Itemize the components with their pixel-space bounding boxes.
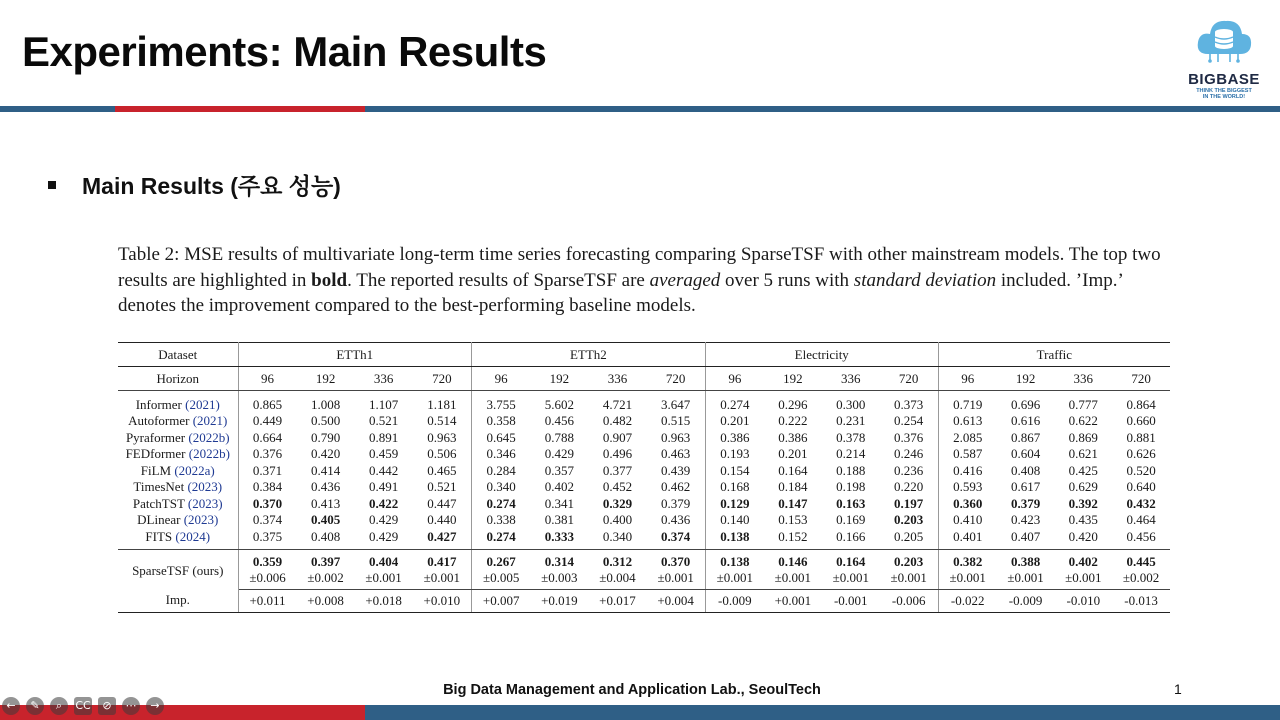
mse-value-cell: 5.602: [544, 397, 574, 412]
horizon-header-cell: 336: [1054, 367, 1112, 391]
ours-mean-cell: 0.314: [544, 553, 574, 569]
improvement-cell: -0.009: [705, 589, 764, 612]
improvement-cell: -0.013: [1112, 589, 1170, 612]
mse-value-cell: 0.465: [413, 463, 472, 480]
ours-std-cell: ±0.002: [1112, 570, 1170, 590]
ours-std-cell: ±0.001: [938, 570, 997, 590]
mse-value-cell: 0.198: [836, 479, 866, 495]
mse-value-cell: 0.274: [486, 495, 516, 511]
mse-value-cell: 0.408: [297, 529, 355, 550]
mse-value-cell: 0.587: [953, 446, 983, 462]
horizon-header-cell: 192: [297, 367, 355, 391]
ours-std-cell: ±0.003: [530, 570, 588, 590]
mse-value-cell: 0.214: [836, 446, 866, 462]
horizon-header-cell: 96: [472, 367, 531, 391]
ours-std-cell: ±0.005: [472, 570, 531, 590]
mse-value-cell: 0.442: [369, 462, 399, 478]
mse-value-cell: 0.881: [1126, 429, 1156, 445]
mse-value-cell: 0.867: [1010, 429, 1041, 445]
improvement-cell: +0.017: [588, 589, 646, 612]
mse-value-cell: 0.402: [544, 479, 574, 495]
mse-value-cell: 0.440: [413, 512, 472, 529]
mse-value-cell: 0.360: [953, 495, 983, 511]
mse-value-cell: 0.184: [778, 479, 808, 495]
mse-value-cell: 2.085: [953, 429, 983, 445]
ours-mean-cell: 0.146: [778, 553, 808, 569]
table-row: [118, 463, 1170, 480]
mse-value-cell: 0.358: [486, 413, 516, 429]
mse-value-cell: 0.274: [720, 397, 750, 412]
horizon-header-cell: 96: [238, 367, 297, 391]
mse-value-cell: 0.374: [252, 512, 283, 528]
improvement-cell: -0.010: [1054, 589, 1112, 612]
mse-value-cell: 0.413: [310, 495, 341, 511]
mse-value-cell: 0.514: [413, 413, 472, 430]
mse-value-cell: 0.370: [252, 495, 283, 511]
mse-value-cell: 0.222: [778, 413, 808, 429]
mse-value-cell: 0.220: [880, 479, 939, 496]
horizon-header-cell: 192: [997, 367, 1055, 391]
ours-mean-cell: 0.164: [836, 553, 866, 569]
mse-value-cell: 0.420: [1054, 529, 1112, 550]
mse-value-cell: 0.660: [1126, 413, 1156, 429]
table-row: [118, 391, 1170, 414]
presentation-toolbar: [2, 697, 164, 715]
model-name: Autoformer: [128, 413, 190, 429]
mse-value-cell: 0.166: [822, 529, 880, 550]
model-name: Pyraformer: [125, 429, 186, 445]
ours-mean-cell: 0.382: [953, 553, 983, 569]
more-icon[interactable]: ⋯: [122, 697, 140, 715]
horizon-header-cell: 96: [938, 367, 997, 391]
video-off-icon[interactable]: ⊘: [98, 697, 116, 715]
model-name-cell: [118, 463, 238, 480]
ours-mean-cell: 0.267: [486, 553, 516, 569]
mse-value-cell: 0.640: [1126, 479, 1156, 495]
mse-value-cell: 0.963: [646, 430, 705, 447]
ours-std-cell: ±0.001: [822, 570, 880, 590]
horizon-header-cell: 720: [413, 367, 472, 391]
model-citation: (2022b): [188, 446, 230, 462]
ours-std-cell: ±0.006: [238, 570, 297, 590]
ours-std-cell: ±0.001: [997, 570, 1055, 590]
ours-std-cell: ±0.001: [355, 570, 413, 590]
mse-value-cell: 0.429: [369, 512, 399, 528]
mse-value-cell: 4.721: [602, 397, 633, 412]
mse-value-cell: 0.616: [1010, 413, 1041, 429]
caption-part-3: over 5 runs with: [720, 269, 854, 291]
mse-value-cell: 0.436: [310, 479, 341, 495]
model-name: TimesNet: [133, 479, 185, 495]
ours-std-cell: ±0.001: [880, 570, 939, 590]
mse-value-cell: 0.236: [880, 463, 939, 480]
mse-value-cell: 0.346: [486, 446, 516, 462]
improvement-cell: +0.018: [355, 589, 413, 612]
model-citation: (2023): [187, 479, 223, 495]
model-name-cell: [118, 413, 238, 430]
horizon-header-cell: 336: [355, 367, 413, 391]
ours-mean-cell: 0.445: [1126, 553, 1156, 569]
table-row: [118, 446, 1170, 463]
improvement-cell: +0.019: [530, 589, 588, 612]
model-name-cell: [118, 529, 238, 550]
improvement-cell: -0.009: [997, 589, 1055, 612]
mse-value-cell: 0.376: [880, 430, 939, 447]
mse-value-cell: 0.401: [938, 529, 997, 550]
mse-value-cell: 0.284: [486, 462, 516, 478]
mse-value-cell: 0.329: [602, 495, 633, 511]
caption-part-1: Table 2: MSE results of multivariate long-term time series forecasting comparing SparseTSF with other mainstream models. The top two results are highlighted in: [118, 244, 1161, 291]
mse-value-cell: 0.459: [369, 446, 399, 462]
ours-std-cell: ±0.001: [705, 570, 764, 590]
mse-value-cell: 0.869: [1068, 429, 1098, 445]
table-row: [118, 529, 1170, 550]
mse-value-cell: 0.152: [764, 529, 822, 550]
mse-value-cell: 0.197: [880, 496, 939, 513]
ours-mean-cell: 0.397: [310, 553, 341, 569]
mse-value-cell: 0.377: [602, 462, 633, 478]
mse-value-cell: 0.405: [310, 512, 341, 528]
mse-value-cell: 0.381: [544, 512, 574, 528]
mse-value-cell: 0.274: [472, 529, 531, 550]
mse-value-cell: 0.463: [646, 446, 705, 463]
ours-mean-cell: 0.203: [880, 549, 939, 570]
model-name: DLinear: [137, 512, 181, 528]
title-divider-accent: [115, 106, 365, 112]
mse-value-cell: 0.617: [1010, 479, 1041, 495]
page-number: 1: [1174, 681, 1182, 697]
mse-value-cell: 0.521: [413, 479, 472, 496]
mse-value-cell: 0.604: [1010, 446, 1041, 462]
mse-value-cell: 0.462: [646, 479, 705, 496]
mse-value-cell: 0.410: [953, 512, 983, 528]
mse-value-cell: 0.379: [1010, 495, 1041, 511]
horizon-header-cell: 192: [530, 367, 588, 391]
table-row: [118, 496, 1170, 513]
mse-value-cell: 0.246: [880, 446, 939, 463]
mse-value-cell: 0.491: [369, 479, 399, 495]
bullet-square-icon: [48, 181, 56, 189]
mse-value-cell: 0.164: [778, 462, 808, 478]
ours-mean-cell: 0.404: [369, 553, 399, 569]
improvement-row: [118, 589, 1170, 612]
table-row: [118, 479, 1170, 496]
ours-std-cell: ±0.004: [588, 570, 646, 590]
footer-lab-name: Big Data Management and Application Lab., SeoulTech: [443, 682, 821, 698]
model-citation: (2022b): [188, 429, 230, 445]
mse-value-cell: 0.169: [836, 512, 866, 528]
mse-value-cell: 0.392: [1068, 495, 1098, 511]
slide-title: Experiments: Main Results: [22, 28, 547, 75]
mse-value-cell: 0.515: [646, 413, 705, 430]
dataset-header-1: ETTh2: [472, 343, 706, 367]
mse-value-cell: 0.432: [1126, 495, 1156, 511]
mse-value-cell: 0.201: [720, 413, 750, 429]
pen-icon[interactable]: ✎: [26, 697, 44, 715]
model-citation: (2021): [185, 397, 220, 412]
model-name-cell: [118, 496, 238, 513]
dataset-header-label: Dataset: [118, 343, 238, 367]
mse-value-cell: 0.333: [530, 529, 588, 550]
ours-mean-cell: 0.370: [646, 549, 705, 570]
logo-tagline-1: THINK THE BIGGEST: [1196, 88, 1252, 94]
mse-value-cell: 0.719: [953, 397, 983, 412]
table-row: [118, 512, 1170, 529]
mse-value-cell: 0.129: [720, 495, 750, 511]
mse-value-cell: 0.154: [720, 462, 750, 478]
mse-value-cell: 0.408: [1010, 462, 1041, 478]
mse-value-cell: 0.193: [720, 446, 750, 462]
mse-value-cell: 0.500: [310, 413, 341, 429]
caption-italic-2: standard deviation: [853, 269, 997, 291]
mse-value-cell: 3.755: [486, 397, 516, 412]
mse-value-cell: 0.205: [880, 529, 939, 550]
forward-icon[interactable]: →: [146, 697, 164, 715]
mse-value-cell: 0.626: [1126, 446, 1156, 462]
mse-value-cell: 0.696: [1010, 397, 1041, 412]
mse-value-cell: 0.374: [646, 529, 705, 550]
table-body: [118, 391, 1170, 613]
mse-value-cell: 0.420: [310, 446, 341, 462]
improvement-cell: +0.007: [472, 589, 531, 612]
mse-value-cell: 0.435: [1068, 512, 1098, 528]
mse-value-cell: 0.375: [238, 529, 297, 550]
bullet-item: [48, 168, 341, 201]
logo-brand: BIGBASE: [1188, 71, 1260, 88]
model-citation: (2022a): [174, 462, 215, 478]
improvement-cell: +0.010: [413, 589, 472, 612]
model-name-cell: [118, 430, 238, 447]
mse-value-cell: 0.400: [602, 512, 633, 528]
mse-value-cell: 0.429: [544, 446, 574, 462]
mse-value-cell: 0.506: [413, 446, 472, 463]
mse-value-cell: 0.777: [1068, 397, 1098, 412]
mse-value-cell: 0.452: [602, 479, 633, 495]
mse-value-cell: 0.203: [880, 512, 939, 529]
caption-part-2: . The reported results of SparseTSF are: [347, 269, 650, 291]
mse-value-cell: 0.341: [544, 495, 574, 511]
dataset-header-3: Traffic: [938, 343, 1170, 367]
improvement-cell: -0.006: [880, 589, 939, 612]
horizon-header-cell: 192: [764, 367, 822, 391]
caption-part-4: included. ’Imp.’ denotes the improvement compared to the best-performing baseline models.: [118, 269, 1123, 316]
dataset-header-2: Electricity: [705, 343, 938, 367]
improvement-cell: -0.022: [938, 589, 997, 612]
dataset-header-0: ETTh1: [238, 343, 472, 367]
mse-value-cell: 0.379: [646, 496, 705, 513]
mse-value-cell: 0.482: [602, 413, 633, 429]
model-name: Informer: [135, 397, 182, 412]
model-citation: (2023): [183, 512, 219, 528]
mse-value-cell: 0.429: [355, 529, 413, 550]
mse-value-cell: 0.138: [705, 529, 764, 550]
mse-value-cell: 0.788: [544, 429, 574, 445]
horizon-header-cell: 720: [880, 367, 939, 391]
horizon-header-row: [118, 367, 1170, 391]
ours-std-cell: ±0.001: [413, 570, 472, 590]
mse-value-cell: 0.163: [836, 495, 866, 511]
ours-mean-cell: 0.312: [602, 553, 633, 569]
mse-value-cell: 0.384: [252, 479, 283, 495]
mse-value-cell: 0.496: [602, 446, 633, 462]
mse-value-cell: 0.449: [252, 413, 283, 429]
caption-bold: bold: [311, 269, 348, 291]
mse-value-cell: 0.439: [646, 463, 705, 480]
model-citation: (2021): [192, 413, 228, 429]
horizon-header-cell: 720: [1112, 367, 1170, 391]
mse-value-cell: 0.357: [544, 462, 574, 478]
mse-value-cell: 0.422: [369, 495, 399, 511]
bottom-bar: [0, 705, 1280, 720]
mse-value-cell: 0.427: [413, 529, 472, 550]
horizon-header-cell: 96: [705, 367, 764, 391]
dataset-header-row: [118, 343, 1170, 367]
ours-mean-cell: 0.402: [1068, 553, 1098, 569]
ours-mean-cell: 0.388: [1010, 553, 1041, 569]
horizon-header-cell: 336: [588, 367, 646, 391]
ours-mean-cell: 0.359: [252, 553, 283, 569]
mse-value-cell: 1.008: [310, 397, 341, 412]
mse-value-cell: 0.416: [953, 462, 983, 478]
bullet-text: Main Results (주요 성능): [82, 173, 341, 199]
mse-value-cell: 0.907: [602, 429, 633, 445]
model-name-cell: [118, 446, 238, 463]
improvement-cell: +0.004: [646, 589, 705, 612]
mse-value-cell: 0.423: [1010, 512, 1041, 528]
improvement-cell: +0.008: [297, 589, 355, 612]
mse-value-cell: 0.147: [778, 495, 808, 511]
model-name: FiLM: [140, 462, 172, 478]
improvement-cell: +0.011: [238, 589, 297, 612]
mse-value-cell: 0.864: [1126, 397, 1156, 412]
ours-model-name: SparseTSF (ours): [118, 549, 238, 589]
mse-value-cell: 0.140: [720, 512, 750, 528]
mse-value-cell: 3.647: [646, 391, 705, 414]
mse-value-cell: 1.107: [369, 397, 399, 412]
mse-value-cell: 0.231: [836, 413, 866, 429]
mse-value-cell: 0.407: [997, 529, 1055, 550]
mse-value-cell: 0.621: [1068, 446, 1098, 462]
mse-value-cell: 0.456: [1112, 529, 1170, 550]
table-row: [118, 430, 1170, 447]
cloud-database-icon: [1194, 14, 1254, 64]
mse-value-cell: 0.296: [778, 397, 808, 412]
model-name: PatchTST: [132, 495, 185, 511]
mse-value-cell: 0.414: [310, 462, 341, 478]
mse-value-cell: 0.254: [880, 413, 939, 430]
model-name-cell: [118, 391, 238, 414]
mse-value-cell: 0.629: [1068, 479, 1098, 495]
model-citation: (2024): [175, 528, 211, 544]
mse-value-cell: 0.378: [836, 429, 866, 445]
mse-value-cell: 1.181: [413, 391, 472, 414]
results-table: [118, 342, 1170, 613]
horizon-header-cell: 720: [646, 367, 705, 391]
model-name-cell: [118, 512, 238, 529]
mse-value-cell: 0.425: [1068, 462, 1098, 478]
title-divider: [0, 106, 1280, 112]
mse-value-cell: 0.386: [778, 429, 808, 445]
zoom-icon[interactable]: ⌕: [50, 697, 68, 715]
back-icon[interactable]: ←: [2, 697, 20, 715]
mse-value-cell: 0.371: [252, 462, 283, 478]
mse-value-cell: 0.300: [836, 397, 866, 412]
mse-value-cell: 0.464: [1126, 512, 1156, 528]
mse-value-cell: 0.168: [720, 479, 750, 495]
ours-std-cell: ±0.001: [764, 570, 822, 590]
ours-std-cell: ±0.001: [646, 570, 705, 590]
mse-value-cell: 0.340: [588, 529, 646, 550]
table-row: [118, 413, 1170, 430]
mse-value-cell: 0.436: [646, 512, 705, 529]
mse-value-cell: 0.963: [413, 430, 472, 447]
improvement-cell: -0.001: [822, 589, 880, 612]
mse-value-cell: 0.338: [486, 512, 516, 528]
mse-value-cell: 0.376: [252, 446, 283, 462]
ours-mean-cell: 0.417: [413, 549, 472, 570]
ours-std-cell: ±0.001: [1054, 570, 1112, 590]
mse-value-cell: 0.188: [836, 462, 866, 478]
model-name-cell: [118, 479, 238, 496]
mse-value-cell: 0.622: [1068, 413, 1098, 429]
mse-value-cell: 0.153: [778, 512, 808, 528]
ours-std-row: [118, 570, 1170, 590]
horizon-header-cell: 336: [822, 367, 880, 391]
mse-value-cell: 0.521: [369, 413, 399, 429]
model-name: FEDformer: [125, 446, 186, 462]
mse-value-cell: 0.613: [953, 413, 983, 429]
mse-value-cell: 0.891: [369, 429, 399, 445]
model-citation: (2023): [187, 495, 223, 511]
captions-icon[interactable]: CC: [74, 697, 92, 715]
improvement-label: Imp.: [118, 589, 238, 612]
mse-value-cell: 0.386: [720, 429, 750, 445]
logo-tagline-2: IN THE WORLD!: [1202, 94, 1246, 100]
mse-value-cell: 0.456: [544, 413, 574, 429]
mse-value-cell: 0.520: [1126, 462, 1156, 478]
mse-value-cell: 0.664: [252, 429, 283, 445]
mse-value-cell: 0.645: [486, 429, 516, 445]
table-caption: [118, 242, 1178, 319]
mse-value-cell: 0.447: [413, 496, 472, 513]
mse-value-cell: 0.373: [880, 391, 939, 414]
horizon-header-label: Horizon: [118, 367, 238, 391]
improvement-cell: +0.001: [764, 589, 822, 612]
bigbase-logo: [1178, 14, 1270, 106]
mse-value-cell: 0.340: [486, 479, 516, 495]
ours-std-cell: ±0.002: [297, 570, 355, 590]
ours-mean-cell: 0.138: [720, 553, 750, 569]
ours-mean-row: [118, 549, 1170, 570]
mse-value-cell: 0.790: [310, 429, 341, 445]
caption-italic-1: averaged: [649, 269, 721, 291]
mse-value-cell: 0.201: [778, 446, 808, 462]
mse-value-cell: 0.593: [953, 479, 983, 495]
mse-value-cell: 0.865: [252, 397, 283, 412]
model-name: FITS: [145, 528, 173, 544]
